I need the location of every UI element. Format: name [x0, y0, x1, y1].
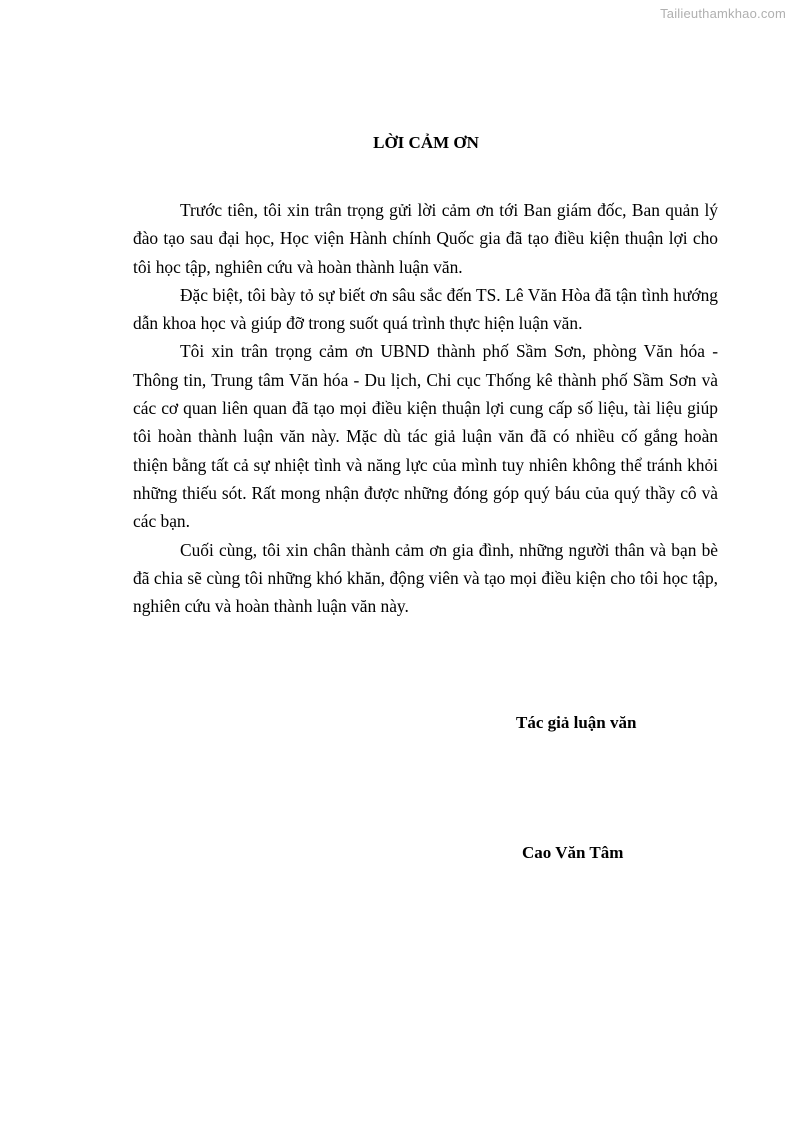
- paragraph-institutions: Tôi xin trân trọng cảm ơn UBND thành phố Sầm Sơn, phòng Văn hóa - Thông tin, Trung tâm Văn hóa - Du lịch, Chi cục Thống kê thành phố Sầm Sơn và các cơ quan liên quan đã tạo mọi điều kiện thuận lợi cung cấp số liệu, tài liệu giúp tôi hoàn thành luận văn này. Mặc dù tác giả luận văn đã có nhiều cố gắng hoàn thiện bằng tất cả sự nhiệt tình và năng lực của mình tuy nhiên không thể tránh khỏi những thiếu sót. Rất mong nhận được những đóng góp quý báu của quý thầy cô và các bạn.: [133, 341, 718, 532]
- paragraph-family: Cuối cùng, tôi xin chân thành cảm ơn gia đình, những người thân và bạn bè đã chia sẽ cùng tôi những khó khăn, động viên và tạo mọi điều kiện cho tôi học tập, nghiên cứu và hoàn thành luận văn này.: [133, 539, 718, 617]
- signature-name: Cao Văn Tâm: [522, 843, 624, 862]
- watermark-text: Tailieuthamkhao.com: [660, 6, 786, 21]
- signature-role: Tác giả luận văn: [516, 713, 637, 732]
- page-title: LỜI CẢM ƠN: [373, 133, 479, 152]
- paragraph-advisor: Đặc biệt, tôi bày tỏ sự biết ơn sâu sắc đến TS. Lê Văn Hòa đã tận tình hướng dẫn khoa học và giúp đỡ trong suốt quá trình thực hiện luận văn.: [133, 284, 718, 334]
- acknowledgement-body: [133, 196, 718, 620]
- paragraph-intro: Trước tiên, tôi xin trân trọng gửi lời cảm ơn tới Ban giám đốc, Ban quản lý đào tạo sau đại học, Học viện Hành chính Quốc gia đã tạo điều kiện thuận lợi cho tôi học tập, nghiên cứu và hoàn thành luận văn.: [133, 200, 718, 277]
